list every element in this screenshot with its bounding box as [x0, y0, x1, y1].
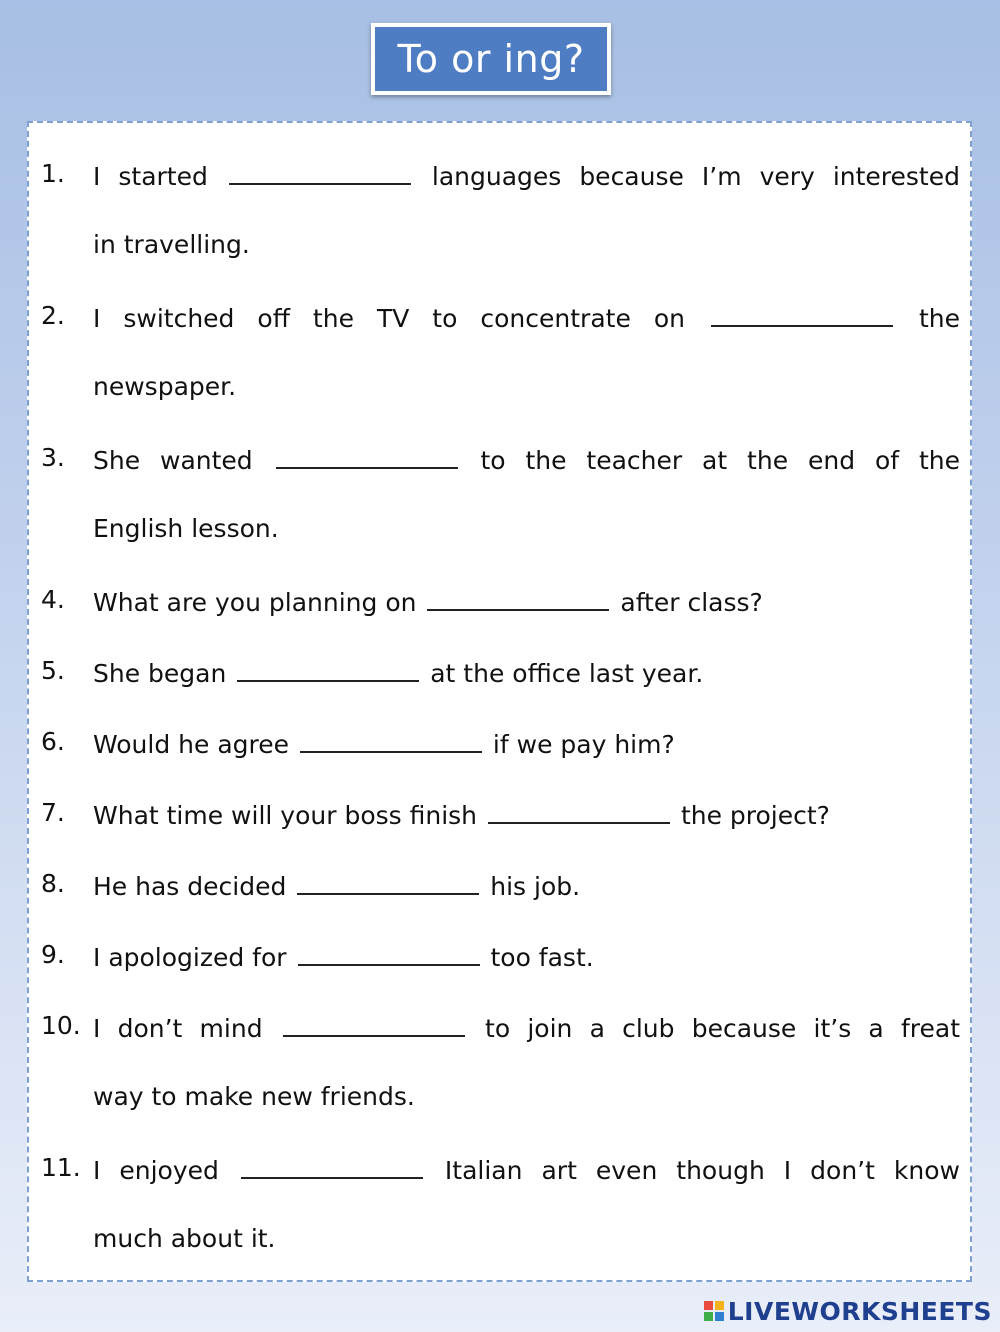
- question-text-cont: newspaper.: [93, 372, 237, 401]
- question-3: [29, 437, 974, 477]
- answer-blank[interactable]: [276, 443, 458, 469]
- logo-block-blue: [715, 1312, 724, 1321]
- question-text: Would he agree if we pay him?: [93, 727, 960, 759]
- question-text: She began at the office last year.: [93, 656, 960, 688]
- question-6: [29, 721, 974, 761]
- logo-blocks-icon: [704, 1301, 724, 1321]
- worksheet-sheet: [27, 121, 972, 1282]
- answer-blank[interactable]: [297, 869, 479, 895]
- logo-text: LIVEWORKSHEETS: [727, 1296, 992, 1326]
- question-2: [29, 295, 974, 335]
- answer-blank[interactable]: [300, 727, 482, 753]
- answer-blank[interactable]: [488, 798, 670, 824]
- answer-blank[interactable]: [229, 159, 411, 185]
- question-1-continued: [29, 224, 974, 264]
- question-text: I started languages because I’m very interested: [93, 159, 960, 191]
- question-number: 3.: [41, 443, 65, 472]
- question-11: [29, 1147, 974, 1187]
- logo-block-yellow: [715, 1301, 724, 1310]
- question-text-cont: way to make new friends.: [93, 1082, 415, 1111]
- question-number: 10.: [41, 1011, 81, 1040]
- logo-block-green: [704, 1312, 713, 1321]
- question-5: [29, 650, 974, 690]
- liveworksheets-logo[interactable]: [704, 1296, 992, 1326]
- question-2-continued: [29, 366, 974, 406]
- question-text-cont: much about it.: [93, 1224, 276, 1253]
- question-text: I switched off the TV to concentrate on the: [93, 301, 960, 333]
- question-7: [29, 792, 974, 832]
- question-10: [29, 1005, 974, 1045]
- question-11-continued: [29, 1218, 974, 1258]
- question-1: [29, 153, 974, 193]
- question-number: 6.: [41, 727, 65, 756]
- question-number: 2.: [41, 301, 65, 330]
- question-8: [29, 863, 974, 903]
- answer-blank[interactable]: [711, 301, 893, 327]
- question-text: She wanted to the teacher at the end of the: [93, 443, 960, 475]
- question-number: 11.: [41, 1153, 81, 1182]
- title-box: [371, 23, 611, 95]
- question-text: I apologized for too fast.: [93, 940, 960, 972]
- question-3-continued: [29, 508, 974, 548]
- answer-blank[interactable]: [237, 656, 419, 682]
- answer-blank[interactable]: [283, 1011, 465, 1037]
- question-text-cont: English lesson.: [93, 514, 279, 543]
- question-number: 5.: [41, 656, 65, 685]
- question-text: I don’t mind to join a club because it’s a freat: [93, 1011, 960, 1043]
- question-text: What time will your boss finish the project?: [93, 798, 960, 830]
- question-text-cont: in travelling.: [93, 230, 250, 259]
- question-text: He has decided his job.: [93, 869, 960, 901]
- answer-blank[interactable]: [427, 585, 609, 611]
- answer-blank[interactable]: [298, 940, 480, 966]
- question-number: 1.: [41, 159, 65, 188]
- question-4: [29, 579, 974, 619]
- question-number: 7.: [41, 798, 65, 827]
- worksheet-title: To or ing?: [397, 37, 585, 81]
- question-9: [29, 934, 974, 974]
- question-text: I enjoyed Italian art even though I don’t know: [93, 1153, 960, 1185]
- logo-block-red: [704, 1301, 713, 1310]
- question-number: 8.: [41, 869, 65, 898]
- question-number: 9.: [41, 940, 65, 969]
- answer-blank[interactable]: [241, 1153, 423, 1179]
- question-number: 4.: [41, 585, 65, 614]
- question-10-continued: [29, 1076, 974, 1116]
- question-text: What are you planning on after class?: [93, 585, 960, 617]
